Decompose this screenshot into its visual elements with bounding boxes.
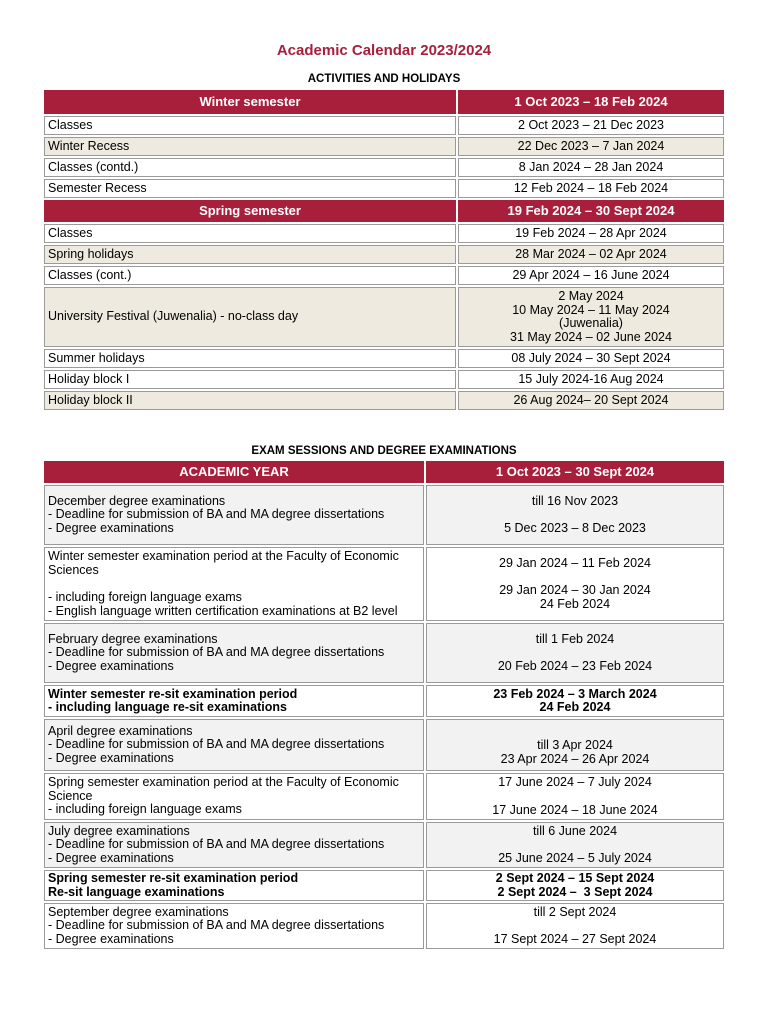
table-row xyxy=(44,287,724,347)
date-line: 23 Feb 2024 – 3 March 2024 xyxy=(493,686,657,701)
text-line: - Deadline for submission of BA and MA degree dissertations xyxy=(48,918,385,933)
text-line: - including language re-sit examinations xyxy=(48,700,287,714)
text-line: - Degree examinations xyxy=(48,658,174,673)
table-row xyxy=(44,245,724,264)
table-row xyxy=(44,116,724,135)
exams-table xyxy=(42,459,726,951)
table-row xyxy=(44,773,724,820)
table-row xyxy=(44,719,724,771)
activity-dates: 29 Apr 2024 – 16 June 2024 xyxy=(458,266,724,285)
table-row xyxy=(44,685,724,717)
exam-dates xyxy=(426,485,724,545)
date-line: 29 Jan 2024 – 30 Jan 2024 xyxy=(499,583,651,598)
table-row xyxy=(44,179,724,198)
text-line: - Deadline for submission of BA and MA degree dissertations xyxy=(48,507,385,522)
activity-dates: 08 July 2024 – 30 Sept 2024 xyxy=(458,349,724,368)
date-line: till 2 Sept 2024 xyxy=(533,904,617,919)
date-line: (Juwenalia) xyxy=(559,316,623,330)
text-line: - Deadline for submission of BA and MA degree dissertations xyxy=(48,837,385,852)
winter-semester-period: 1 Oct 2023 – 18 Feb 2024 xyxy=(458,90,724,114)
table-row xyxy=(44,370,724,389)
text-line: September degree examinations xyxy=(48,904,229,919)
date-line: 5 Dec 2023 – 8 Dec 2023 xyxy=(504,521,646,535)
exam-dates xyxy=(426,903,724,949)
activities-table xyxy=(42,88,726,412)
exam-description xyxy=(44,547,424,621)
activity-name: Classes xyxy=(44,224,456,243)
date-line: 24 Feb 2024 xyxy=(539,596,611,611)
text-line: Science xyxy=(48,788,93,803)
activity-dates: 22 Dec 2023 – 7 Jan 2024 xyxy=(458,137,724,156)
activity-name: Semester Recess xyxy=(44,179,456,198)
text-line: - Deadline for submission of BA and MA degree dissertations xyxy=(48,737,385,752)
text-line: - Deadline for submission of BA and MA degree dissertations xyxy=(48,645,385,660)
exams-heading: EXAM SESSIONS AND DEGREE EXAMINATIONS xyxy=(251,445,517,457)
activity-name: Winter Recess xyxy=(44,137,456,156)
date-line: 23 Apr 2024 – 26 Apr 2024 xyxy=(500,751,650,766)
exam-dates xyxy=(426,623,724,683)
table-row xyxy=(44,224,724,243)
activity-dates xyxy=(458,287,724,347)
text-line: Re-sit language examinations xyxy=(48,884,225,899)
table-row xyxy=(44,391,724,410)
text-line: - including foreign language exams xyxy=(48,590,242,604)
date-line: till 3 Apr 2024 xyxy=(537,738,613,752)
exam-description xyxy=(44,903,424,949)
text-line: Sciences xyxy=(48,562,99,577)
activity-dates: 12 Feb 2024 – 18 Feb 2024 xyxy=(458,179,724,198)
exam-description xyxy=(44,773,424,820)
academic-year-header xyxy=(44,461,724,483)
text-line: Spring semester re-sit examination period xyxy=(48,871,299,885)
text-line: April degree examinations xyxy=(48,723,193,738)
exam-dates xyxy=(426,547,724,621)
date-line: 2 Sept 2024 – 15 Sept 2024 xyxy=(495,871,655,885)
table-row xyxy=(44,349,724,368)
activities-heading: ACTIVITIES AND HOLIDAYS xyxy=(307,73,461,85)
page-title: Academic Calendar 2023/2024 xyxy=(276,42,492,59)
date-line: till 16 Nov 2023 xyxy=(531,493,619,508)
table-row xyxy=(44,903,724,949)
date-line: 2 May 2024 xyxy=(558,289,624,303)
activity-dates: 8 Jan 2024 – 28 Jan 2024 xyxy=(458,158,724,177)
table-row xyxy=(44,870,724,901)
table-row xyxy=(44,547,724,621)
exam-dates xyxy=(426,822,724,868)
text-line: - English language written certification examinations at B2 level xyxy=(48,603,398,618)
date-line: 20 Feb 2024 – 23 Feb 2024 xyxy=(497,659,653,673)
exam-description xyxy=(44,685,424,717)
activity-dates: 2 Oct 2023 – 21 Dec 2023 xyxy=(458,116,724,135)
date-line: till 6 June 2024 xyxy=(532,823,618,838)
activity-name: Holiday block I xyxy=(44,370,456,389)
table-row xyxy=(44,822,724,868)
exam-description xyxy=(44,719,424,771)
text-line: Winter semester examination period at the Faculty of Economic xyxy=(48,549,399,563)
exam-dates xyxy=(426,719,724,771)
exam-description xyxy=(44,623,424,683)
text-line: - Degree examinations xyxy=(48,850,174,865)
table-row xyxy=(44,266,724,285)
date-line: till 1 Feb 2024 xyxy=(535,631,615,646)
activity-name: Holiday block II xyxy=(44,391,456,410)
date-line: 10 May 2024 – 11 May 2024 xyxy=(512,302,670,317)
activity-name: Summer holidays xyxy=(44,349,456,368)
exam-description xyxy=(44,870,424,901)
exam-dates xyxy=(426,685,724,717)
table-row xyxy=(44,158,724,177)
activity-dates: 28 Mar 2024 – 02 Apr 2024 xyxy=(458,245,724,264)
exam-description xyxy=(44,822,424,868)
exam-description xyxy=(44,485,424,545)
text-line: July degree examinations xyxy=(48,823,190,838)
date-line: 31 May 2024 – 02 June 2024 xyxy=(510,329,672,344)
activity-dates: 15 July 2024-16 Aug 2024 xyxy=(458,370,724,389)
text-line: - including foreign language exams xyxy=(48,802,242,817)
date-line: 25 June 2024 – 5 July 2024 xyxy=(498,851,652,865)
text-line: December degree examinations xyxy=(48,493,226,508)
activity-dates: 26 Aug 2024– 20 Sept 2024 xyxy=(458,391,724,410)
text-line: - Degree examinations xyxy=(48,750,174,765)
text-line: Spring semester examination period at the Faculty of Economic xyxy=(48,775,399,790)
text-line: February degree examinations xyxy=(48,631,218,646)
winter-semester-header xyxy=(44,90,724,114)
spring-semester-header xyxy=(44,200,724,222)
activity-name: Classes (contd.) xyxy=(44,158,456,177)
activity-dates: 19 Feb 2024 – 28 Apr 2024 xyxy=(458,224,724,243)
table-row xyxy=(44,137,724,156)
activity-name: Classes xyxy=(44,116,456,135)
date-line: 17 Sept 2024 – 27 Sept 2024 xyxy=(493,932,657,946)
text-line: Winter semester re-sit examination period xyxy=(48,686,298,701)
activity-name: Classes (cont.) xyxy=(44,266,456,285)
text-line: - Degree examinations xyxy=(48,520,174,535)
winter-semester-label: Winter semester xyxy=(44,90,456,114)
activity-name: University Festival (Juwenalia) - no-class day xyxy=(44,287,456,347)
exam-dates xyxy=(426,870,724,901)
spring-semester-period: 19 Feb 2024 – 30 Sept 2024 xyxy=(458,200,724,222)
date-line: 17 June 2024 – 7 July 2024 xyxy=(498,775,652,789)
date-line: 17 June 2024 – 18 June 2024 xyxy=(492,802,658,817)
text-line: - Degree examinations xyxy=(48,931,174,946)
date-line: 29 Jan 2024 – 11 Feb 2024 xyxy=(499,555,651,570)
table-row xyxy=(44,485,724,545)
exam-dates xyxy=(426,773,724,820)
academic-year-period: 1 Oct 2023 – 30 Sept 2024 xyxy=(426,461,724,483)
date-line: 2 Sept 2024 – 3 Sept 2024 xyxy=(497,884,653,899)
date-line: 24 Feb 2024 xyxy=(539,700,611,714)
academic-year-label: ACADEMIC YEAR xyxy=(44,461,424,483)
spring-semester-label: Spring semester xyxy=(44,200,456,222)
table-row xyxy=(44,623,724,683)
activity-name: Spring holidays xyxy=(44,245,456,264)
